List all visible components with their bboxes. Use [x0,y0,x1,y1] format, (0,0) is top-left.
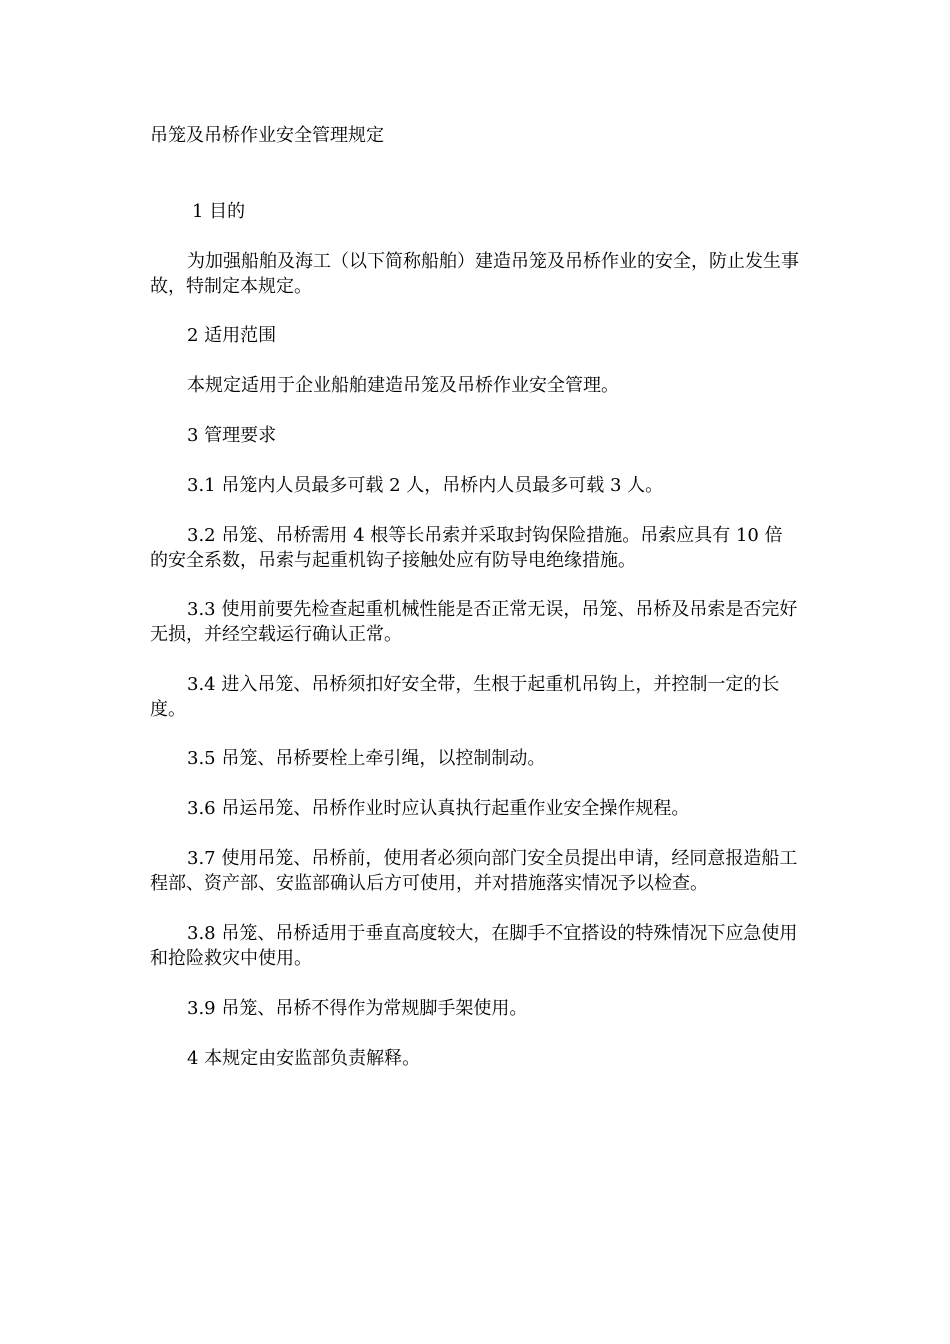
section-interpretation: 4 本规定由安监部负责解释。 [187,1048,421,1069]
clause-3-7: 3.7 使用吊笼、吊桥前，使用者必须向部门安全员提出申请，经同意报造船工程部、资产部、安监部确认后方可使用，并对措施落实情况予以检查。 [150,848,798,894]
paragraph-scope: 本规定适用于企业船舶建造吊笼及吊桥作业安全管理。 [187,375,619,396]
section-heading-requirements: 3 管理要求 [187,425,277,446]
clause-3-9: 3.9 吊笼、吊桥不得作为常规脚手架使用。 [187,998,528,1019]
clause-3-3: 3.3 使用前要先检查起重机械性能是否正常无误，吊笼、吊桥及吊索是否完好无损，并经空载运行确认正常。 [150,599,798,645]
paragraph-purpose: 为加强船舶及海工（以下简称船舶）建造吊笼及吊桥作业的安全，防止发生事故，特制定本规定。 [150,251,799,297]
clause-3-8: 3.8 吊笼、吊桥适用于垂直高度较大，在脚手不宜搭设的特殊情况下应急使用和抢险救灾中使用。 [150,923,798,969]
section-heading-scope: 2 适用范围 [187,325,277,346]
clause-3-4: 3.4 进入吊笼、吊桥须扣好安全带，生根于起重机吊钩上，并控制一定的长度。 [150,674,780,720]
clause-3-1: 3.1 吊笼内人员最多可载 2 人，吊桥内人员最多可载 3 人。 [187,475,664,496]
section-heading-purpose: 1 目的 [192,201,246,222]
clause-3-6: 3.6 吊运吊笼、吊桥作业时应认真执行起重作业安全操作规程。 [187,798,690,819]
clause-3-2: 3.2 吊笼、吊桥需用 4 根等长吊索并采取封钩保险措施。吊索应具有 10 倍的安全系数，吊索与起重机钩子接触处应有防导电绝缘措施。 [150,525,783,571]
clause-3-5: 3.5 吊笼、吊桥要栓上牵引绳，以控制制动。 [187,748,546,769]
document-title: 吊笼及吊桥作业安全管理规定 [150,125,384,146]
